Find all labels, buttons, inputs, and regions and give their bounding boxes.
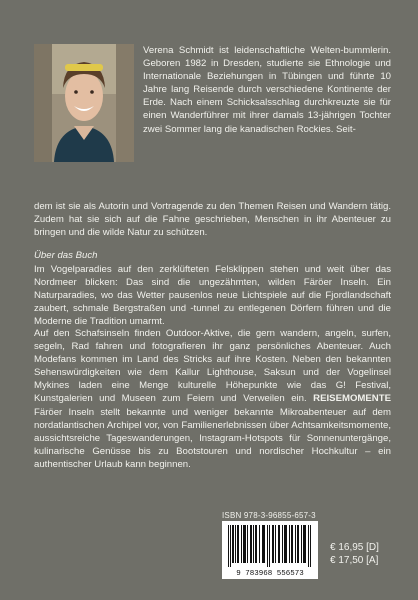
about-book-paragraph-2	[34, 327, 391, 471]
barcode	[222, 521, 318, 579]
price-germany: € 16,95 [D]	[330, 542, 379, 553]
price-austria: € 17,50 [A]	[330, 555, 379, 566]
barcode-digits: 9 783968 556573	[236, 570, 304, 578]
author-photo	[34, 44, 134, 162]
about-book-paragraph-1: Im Vogelparadies auf den zerklüfteten Felsklippen stehen und weit über das Nordmeer blicken: Das sind die ungezähmten, wilden Färöer Inseln. Ein Naturparadies, wo das Wetter pausenlos neue Lichtspiele auf die Fjordlandschaft zaubert, schmale Bergstraßen und -tunnel zu entlegenen Dörfern führen und die Moderne die Tradition umarmt.	[34, 264, 391, 328]
price-block	[330, 541, 400, 567]
brand-name: REISEMOMENTE	[313, 393, 391, 405]
barcode-bars	[222, 521, 318, 579]
isbn-label: ISBN 978-3-96855-657-3	[222, 511, 316, 520]
paragraph-2-text-after: Färöer Inseln stellt bekannte und weniger bekannte Mikroabenteuer auf dem nordatlantischen Archipel vor, von Familienerlebnissen über Achtsamkeitsmomente, aussichtsreiche Tageswanderungen, Instagram-Hotspots für Sonnenuntergänge, kulinarische Genüsse bis zu Bootstouren und nordischer Hochkultur – ein authentischer Urlaub kann beginnen.	[34, 406, 391, 470]
author-portrait-image	[34, 44, 134, 162]
about-book-heading: Über das Buch	[34, 250, 98, 261]
author-bio-continuation: dem ist sie als Autorin und Vortragende zu den Themen Reisen und Wandern tätig. Zudem hat sie sich auf die Fahne geschrieben, Menschen in ihr Abenteuer zu bringen und die wilde Natur zu schützen.	[34, 201, 391, 239]
author-bio: Verena Schmidt ist leidenschaftliche Welten-bummlerin. Geboren 1982 in Dresden, studierte sie Ethnologie und Internationale Beziehungen in Tübingen und führte 10 Jahre lang Reisende durch verschiedene Kontinente der Erde. Nach einem Schicksalsschlag durchkreuzte sie für einen Wanderführer mit ihrer damals 13-jährigen Tochter zwei Sommer lang die kanadischen Rockies. Seit-	[143, 45, 391, 135]
paragraph-2-text-before: Auf den Schafsinseln finden Outdoor-Aktive, die gern wandern, angeln, surfen, segeln, Rad fahren und fotografieren ihr ganz persönliches Abenteuer. Auch Modefans kommen im Land des Stricks auf ihre Kosten. Neben den bekannten Sehenswürdigkeiten wie dem Kallur Lighthouse, Saksun und der Vogelinsel Mykines laden eine Menge kulturelle Höhepunkte wie das G! Festival, Kunstgalerien und Museen zum Feiern und Verweilen ein.	[34, 328, 391, 405]
